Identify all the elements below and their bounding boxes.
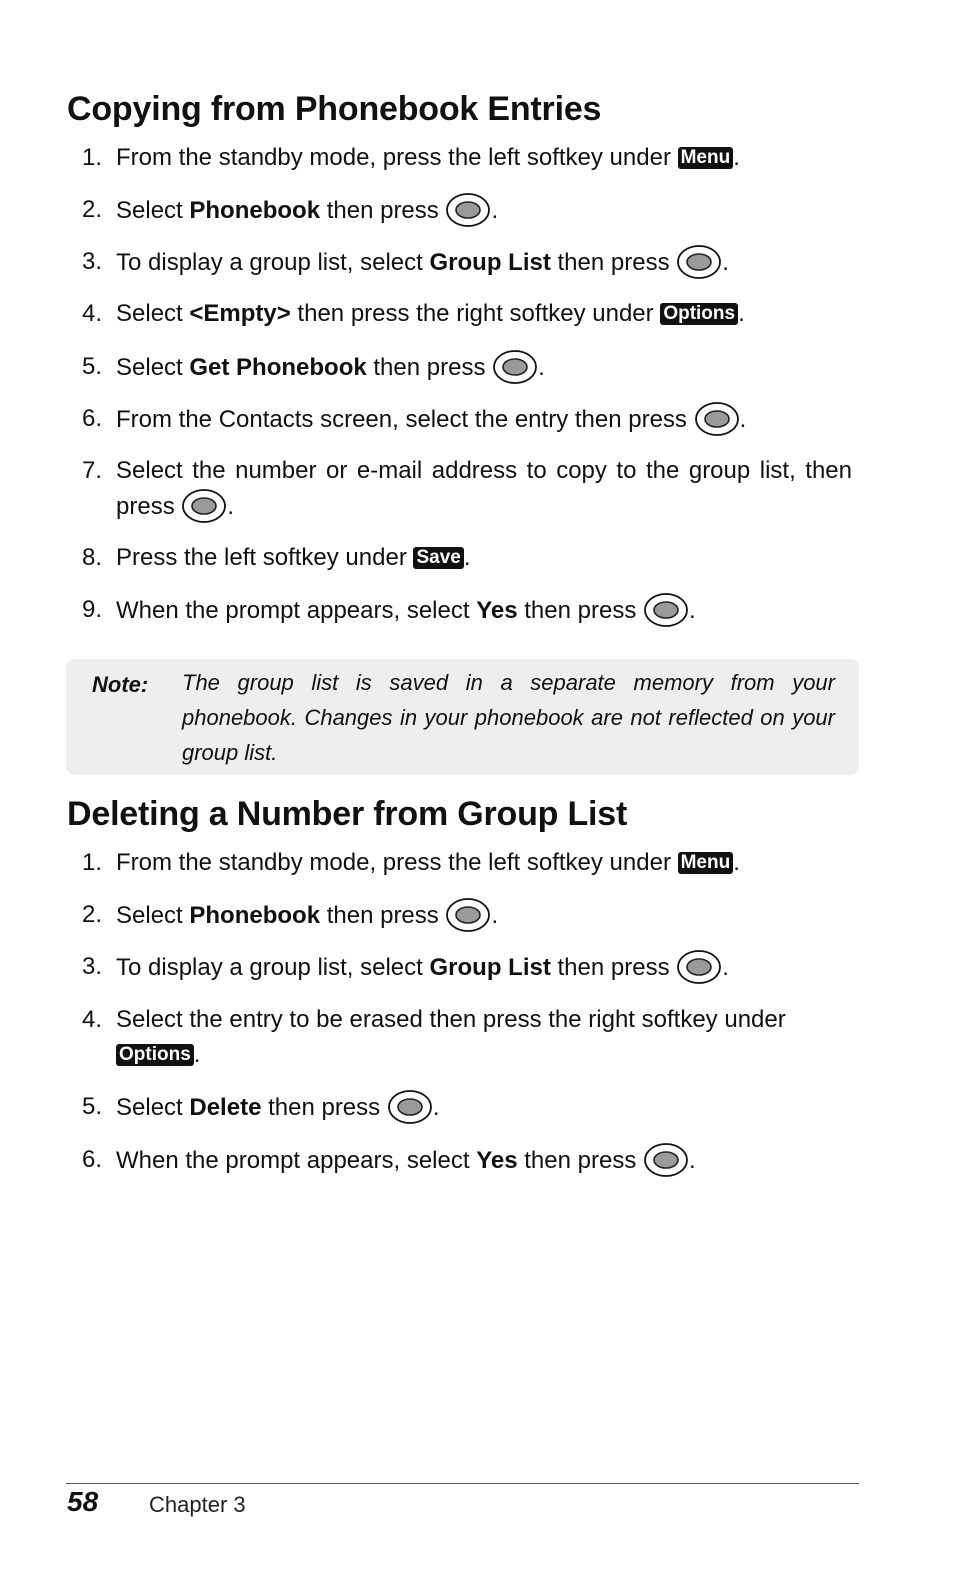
step-number: 9.	[82, 596, 103, 623]
step-item: 4. Select the entry to be erased then press the right softkey under Options .	[82, 1002, 852, 1072]
ok-key-icon	[694, 401, 740, 437]
ok-key-icon	[445, 897, 491, 933]
note-label: Note:	[92, 672, 149, 697]
step-keyword: <Empty>	[189, 300, 291, 327]
ok-key-icon	[492, 349, 538, 385]
step-number: 2.	[82, 901, 103, 928]
step-keyword: Phonebook	[189, 197, 321, 224]
step-number: 2.	[82, 196, 103, 223]
step-item: 3. To display a group list, select Group List then press .	[82, 949, 852, 985]
section-heading-copying: Copying from Phonebook Entries	[67, 90, 602, 128]
step-number: 5.	[82, 353, 103, 380]
step-item: 2. Select Phonebook then press .	[82, 897, 852, 933]
step-number: 6.	[82, 405, 103, 432]
ok-key-icon	[445, 192, 491, 228]
step-number: 1.	[82, 144, 103, 171]
step-item: 5. Select Get Phonebook then press .	[82, 349, 852, 385]
ok-key-icon	[676, 949, 722, 985]
step-keyword: Yes	[476, 597, 518, 624]
step-item: 7. Select the number or e-mail address to copy to the group list, then press .	[82, 453, 852, 524]
step-item: 1. From the standby mode, press the left softkey under Menu .	[82, 845, 852, 880]
step-item: 6. When the prompt appears, select Yes then press .	[82, 1142, 852, 1178]
step-keyword: Delete	[189, 1094, 262, 1121]
save-softkey-label: Save	[413, 547, 463, 569]
chapter-label: Chapter 3	[149, 1492, 246, 1517]
menu-softkey-label: Menu	[678, 147, 734, 169]
step-item: 1. From the standby mode, press the left softkey under Menu .	[82, 140, 852, 175]
ok-key-icon	[643, 592, 689, 628]
step-number: 8.	[82, 544, 103, 571]
ok-key-icon	[676, 244, 722, 280]
step-keyword: Phonebook	[189, 902, 321, 929]
step-number: 3.	[82, 248, 103, 275]
step-keyword: Group List	[429, 249, 551, 276]
step-item: 2. Select Phonebook then press .	[82, 192, 852, 228]
ok-key-icon	[643, 1142, 689, 1178]
ok-key-icon	[181, 488, 227, 524]
step-item: 6. From the Contacts screen, select the entry then press .	[82, 401, 852, 437]
section-heading-deleting: Deleting a Number from Group List	[67, 795, 628, 833]
page-number: 58	[67, 1486, 99, 1517]
step-number: 7.	[82, 457, 103, 484]
step-number: 1.	[82, 849, 103, 876]
step-item: 3. To display a group list, select Group List then press .	[82, 244, 852, 280]
footer-divider	[66, 1483, 859, 1484]
step-keyword: Get Phonebook	[189, 354, 367, 381]
note-text: The group list is saved in a separate memory from your phonebook. Changes in your phonebook are not reflected on your group list.	[182, 670, 835, 765]
step-number: 5.	[82, 1093, 103, 1120]
step-keyword: Group List	[429, 954, 551, 981]
note-box	[66, 659, 859, 775]
step-item: 5. Select Delete then press .	[82, 1089, 852, 1125]
ok-key-icon	[387, 1089, 433, 1125]
step-text: From the standby mode, press the left softkey under	[116, 144, 678, 171]
step-item: 8. Press the left softkey under Save .	[82, 540, 852, 575]
options-softkey-label: Options	[116, 1044, 194, 1066]
menu-softkey-label: Menu	[678, 852, 734, 874]
step-item: 4. Select <Empty> then press the right softkey under Options .	[82, 296, 852, 331]
step-number: 3.	[82, 953, 103, 980]
options-softkey-label: Options	[660, 303, 738, 325]
step-number: 6.	[82, 1146, 103, 1173]
step-item: 9. When the prompt appears, select Yes then press .	[82, 592, 852, 628]
step-number: 4.	[82, 300, 103, 327]
step-number: 4.	[82, 1006, 103, 1033]
step-keyword: Yes	[476, 1147, 518, 1174]
